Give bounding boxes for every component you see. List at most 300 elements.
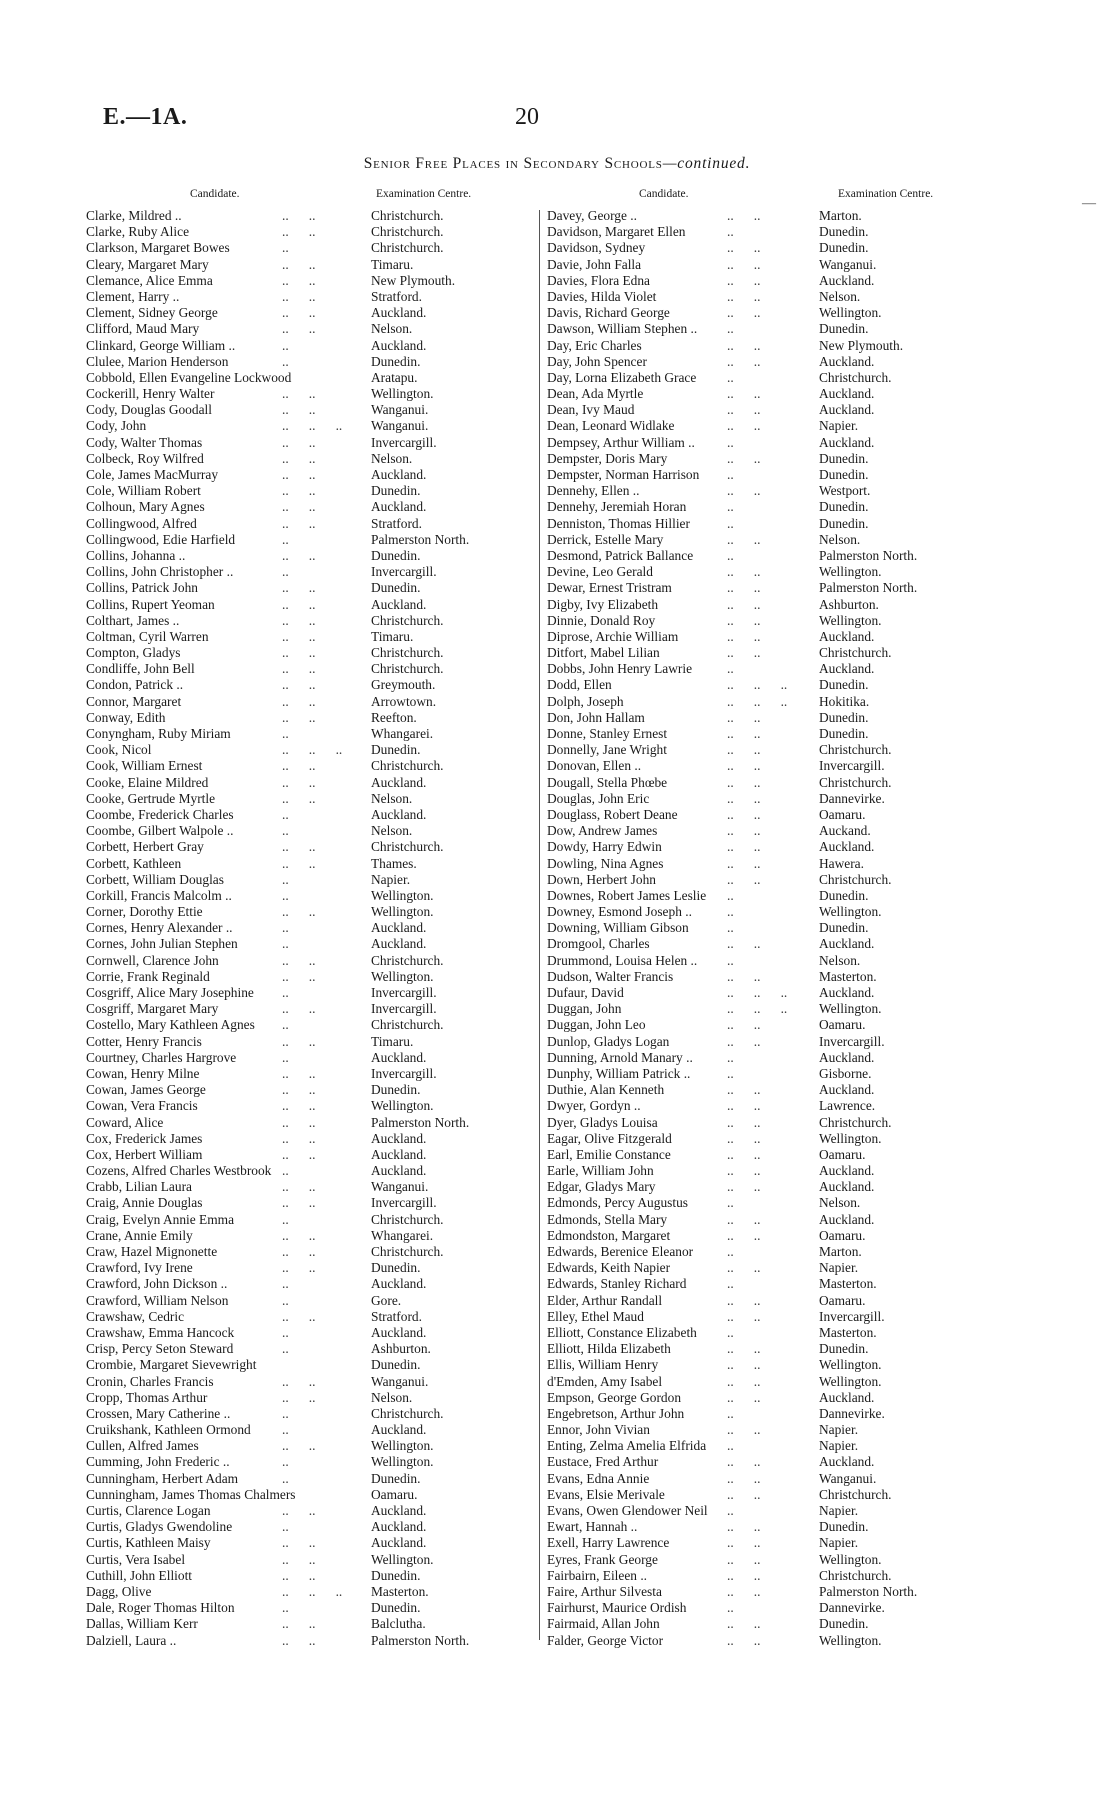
candidate-name: Colbeck, Roy Wilfred (86, 450, 204, 466)
leader-dots: .. (727, 467, 734, 482)
leader-dots: .. .. (727, 337, 761, 353)
examination-centre: Invercargill. (371, 1065, 437, 1081)
leader-dots: .. .. (282, 1146, 316, 1162)
column-divider (539, 210, 540, 1640)
candidate-name: Davies, Hilda Violet (547, 288, 657, 304)
examination-centre: Dunedin. (819, 499, 869, 515)
list-item (547, 354, 1047, 370)
examination-centre: Timaru. (371, 256, 414, 272)
candidate-name: Day, John Spencer (547, 353, 647, 369)
examination-centre: Auckland. (819, 1211, 875, 1227)
leader-dots: .. .. (282, 1632, 316, 1648)
list-item (547, 920, 1047, 936)
leader-dots: .. .. (727, 1486, 761, 1502)
list-item (86, 629, 586, 645)
candidate-name: Dallas, William Kerr (86, 1616, 198, 1632)
list-item (86, 240, 586, 256)
list-item (86, 483, 586, 499)
leader-dots: .. .. (282, 386, 316, 402)
list-item (547, 1519, 1047, 1535)
leader-dots: .. .. (282, 288, 316, 304)
left-candidate-list (86, 208, 586, 1649)
examination-centre: Palmerston North. (819, 1583, 918, 1599)
candidate-name: Dufaur, David (547, 985, 624, 1000)
candidate-name: Donnelly, Jane Wright (547, 742, 667, 758)
leader-dots: .. (282, 1292, 289, 1308)
leader-dots: .. (727, 515, 734, 531)
examination-centre: Dunedin. (819, 677, 869, 693)
candidate-name: Dempsey, Arthur William .. (547, 434, 695, 450)
examination-centre: Auckland. (819, 1082, 875, 1098)
leader-dots: .. .. (282, 1244, 316, 1259)
list-item (86, 305, 586, 321)
examination-centre: Dunedin. (371, 580, 421, 596)
leader-dots: .. .. (282, 224, 316, 240)
examination-centre: Auckland. (819, 1049, 875, 1065)
candidate-name: Edgar, Gladys Mary (547, 1179, 656, 1195)
examination-centre: Christchurch. (819, 742, 892, 758)
candidate-name: Colhoun, Mary Agnes (86, 499, 205, 515)
examination-centre: Christchurch. (371, 758, 444, 774)
list-item (547, 240, 1047, 256)
examination-centre: Masterton. (819, 1324, 877, 1340)
list-item (86, 1309, 586, 1325)
leader-dots: .. .. (727, 758, 761, 774)
examination-centre: Hawera. (819, 855, 864, 871)
examination-centre: Lawrence. (819, 1098, 876, 1114)
candidate-name: Coombe, Frederick Charles (86, 806, 234, 822)
leader-dots: .. .. (282, 1308, 316, 1324)
examination-centre: Oamaru. (819, 806, 866, 822)
leader-dots: .. .. (282, 1389, 316, 1405)
leader-dots: .. .. (727, 450, 761, 466)
candidate-name: Ditfort, Mabel Lilian (547, 645, 660, 661)
examination-centre: Timaru. (371, 628, 414, 644)
list-item (547, 742, 1047, 758)
leader-dots: .. .. (282, 952, 316, 968)
list-item (547, 386, 1047, 402)
leader-dots: .. .. (727, 1373, 761, 1389)
list-item (547, 1600, 1047, 1616)
leader-dots: .. (727, 1276, 734, 1292)
leader-dots: .. (727, 1503, 734, 1518)
candidate-name: Exell, Harry Lawrence (547, 1535, 670, 1551)
examination-centre: Dunedin. (371, 1082, 421, 1098)
list-item (86, 532, 586, 548)
examination-centre: Auckland. (819, 839, 875, 855)
examination-centre: Masterton. (819, 1276, 877, 1292)
examination-centre: Christchurch. (371, 240, 444, 256)
leader-dots: .. .. (282, 305, 316, 321)
leader-dots: .. (282, 531, 289, 547)
candidate-name: Downes, Robert James Leslie (547, 887, 707, 903)
leader-dots: .. .. (727, 596, 761, 612)
candidate-name: Corbett, Kathleen (86, 855, 182, 871)
examination-centre: Christchurch. (371, 645, 444, 661)
leader-dots: .. .. (727, 645, 761, 661)
leader-dots: .. .. (727, 628, 761, 644)
leader-dots: .. .. (282, 790, 316, 806)
margin-mark: — (1082, 196, 1096, 211)
candidate-name: Downing, William Gibson (547, 920, 689, 936)
leader-dots: .. (282, 1324, 289, 1340)
candidate-name: Cody, Walter Thomas (86, 434, 203, 450)
list-item (86, 597, 586, 613)
examination-centre: Nelson. (819, 531, 861, 547)
leader-dots: .. .. (727, 1422, 761, 1438)
examination-centre: Auckland. (371, 1503, 427, 1518)
list-item (86, 1163, 586, 1179)
candidate-name: Dromgool, Charles (547, 936, 650, 952)
list-item (547, 1001, 1047, 1017)
candidate-name: Dean, Ada Myrtle (547, 386, 644, 402)
leader-dots: .. (282, 1470, 289, 1486)
candidate-name: Don, John Hallam (547, 709, 645, 725)
list-item (86, 856, 586, 872)
leader-dots: .. .. (727, 742, 761, 758)
examination-centre: Oamaru. (819, 1292, 866, 1308)
candidate-name: Enting, Zelma Amelia Elfrida (547, 1438, 707, 1454)
examination-centre: Wellington. (819, 1373, 882, 1389)
leader-dots: .. (727, 224, 734, 240)
examination-centre: Dannevirke. (819, 1600, 885, 1616)
candidate-name: Crombie, Margaret Sievewright (86, 1357, 257, 1373)
list-item (547, 969, 1047, 985)
examination-centre: Greymouth. (371, 677, 436, 693)
examination-centre: Christchurch. (819, 1486, 892, 1502)
leader-dots: .. .. (282, 612, 316, 628)
list-item (86, 1503, 586, 1519)
candidate-name: Coombe, Gilbert Walpole .. (86, 823, 234, 839)
examination-centre: Stratford. (371, 1308, 422, 1324)
candidate-name: Collins, Rupert Yeoman (86, 596, 215, 612)
list-item (547, 451, 1047, 467)
candidate-name: Cleary, Margaret Mary (86, 256, 209, 272)
list-item (547, 1066, 1047, 1082)
list-item (86, 1082, 586, 1098)
leader-dots: .. .. (282, 677, 316, 693)
leader-dots: .. .. (282, 1195, 316, 1211)
candidate-name: Cody, Douglas Goodall (86, 402, 212, 418)
list-item (547, 1195, 1047, 1211)
examination-centre: Wellington. (819, 1357, 882, 1373)
leader-dots: .. .. (727, 402, 761, 418)
examination-centre: Marton. (819, 208, 862, 223)
leader-dots: .. .. (282, 1503, 316, 1518)
leader-dots: .. .. (282, 434, 316, 450)
list-item (86, 1212, 586, 1228)
candidate-name: Cole, James MacMurray (86, 467, 219, 482)
leader-dots: .. .. (727, 256, 761, 272)
list-item (86, 613, 586, 629)
leader-dots: .. (282, 806, 289, 822)
candidate-name: Cowan, Vera Francis (86, 1098, 198, 1114)
candidate-name: Collins, John Christopher .. (86, 564, 234, 580)
leader-dots: .. .. (727, 1098, 761, 1114)
examination-centre: Wanganui. (371, 402, 429, 418)
leader-dots: .. (282, 1454, 289, 1470)
examination-centre: Wanganui. (819, 1470, 877, 1486)
leader-dots: .. (727, 1244, 734, 1259)
list-item (547, 1050, 1047, 1066)
examination-centre: Auckland. (371, 596, 427, 612)
list-item (547, 661, 1047, 677)
examination-centre: Auckland. (819, 434, 875, 450)
candidate-name: Courtney, Charles Hargrove (86, 1049, 237, 1065)
candidate-name: Davidson, Sydney (547, 240, 646, 256)
examination-centre: Invercargill. (371, 1001, 437, 1017)
candidate-name: Curtis, Clarence Logan (86, 1503, 211, 1518)
leader-dots: .. (282, 985, 289, 1000)
list-item (547, 1179, 1047, 1195)
leader-dots: .. .. (727, 1551, 761, 1567)
leader-dots: .. .. (282, 1082, 316, 1098)
list-item (86, 1341, 586, 1357)
list-item (547, 1034, 1047, 1050)
leader-dots: .. .. (727, 790, 761, 806)
list-item (86, 823, 586, 839)
examination-centre: Dunedin. (819, 887, 869, 903)
candidate-name: Fairbairn, Eileen .. (547, 1567, 648, 1583)
candidate-name: Cosgriff, Alice Mary Josephine (86, 985, 254, 1000)
list-item (86, 548, 586, 564)
leader-dots: .. .. (727, 1341, 761, 1357)
list-item (86, 1017, 586, 1033)
list-item (86, 1293, 586, 1309)
candidate-name: Costello, Mary Kathleen Agnes (86, 1017, 255, 1033)
leader-dots: .. (727, 434, 734, 450)
list-item (86, 435, 586, 451)
candidate-name: Craig, Evelyn Annie Emma (86, 1211, 235, 1227)
list-item (86, 1357, 586, 1373)
list-item (86, 1454, 586, 1470)
list-item (86, 726, 586, 742)
candidate-name: d'Emden, Amy Isabel (547, 1373, 663, 1389)
examination-centre: Wellington. (819, 305, 882, 321)
leader-dots: .. .. (282, 580, 316, 596)
candidate-name: Cumming, John Frederic .. (86, 1454, 230, 1470)
list-item (86, 1422, 586, 1438)
candidate-name: Craig, Annie Douglas (86, 1195, 203, 1211)
examination-centre: Thames. (371, 855, 417, 871)
list-item (547, 726, 1047, 742)
leader-dots: .. .. (282, 1179, 316, 1195)
leader-dots: .. (282, 936, 289, 952)
leader-dots: .. .. (727, 1114, 761, 1130)
examination-centre: Auckland. (371, 1519, 427, 1535)
candidate-name: Davie, John Falla (547, 256, 642, 272)
list-item (86, 289, 586, 305)
leader-dots: .. .. (727, 709, 761, 725)
candidate-name: Edwards, Stanley Richard (547, 1276, 687, 1292)
examination-centre: Dunedin. (819, 1341, 869, 1357)
candidate-name: Duthie, Alan Kenneth (547, 1082, 665, 1098)
candidate-name: Cobbold, Ellen Evangeline Lockwood (86, 369, 292, 385)
list-item (547, 597, 1047, 613)
candidate-name: Crawshaw, Emma Hancock (86, 1324, 235, 1340)
candidate-name: Crisp, Percy Seton Steward (86, 1341, 234, 1357)
candidate-name: Dowling, Nina Agnes (547, 855, 664, 871)
examination-centre: Auckand. (819, 823, 871, 839)
list-item (86, 580, 586, 596)
list-item (86, 1535, 586, 1551)
examination-centre: Masterton. (371, 1583, 429, 1599)
examination-centre: Auckland. (819, 1389, 875, 1405)
examination-centre: Oamaru. (371, 1486, 418, 1502)
candidate-name: Crawford, Ivy Irene (86, 1260, 193, 1276)
list-item (86, 1050, 586, 1066)
list-item (86, 1406, 586, 1422)
list-item (86, 1276, 586, 1292)
examination-centre: Auckland. (371, 774, 427, 790)
left-candidate-header: Candidate. (190, 188, 240, 200)
examination-centre: Napier. (819, 1503, 859, 1518)
candidate-name: Dodd, Ellen (547, 677, 612, 693)
list-item (86, 564, 586, 580)
leader-dots: .. .. (282, 1001, 316, 1017)
candidate-name: Collins, Patrick John (86, 580, 198, 596)
leader-dots: .. .. (727, 823, 761, 839)
leader-dots: .. .. (727, 1082, 761, 1098)
candidate-name: Evans, Elsie Merivale (547, 1486, 665, 1502)
examination-centre: Wanganui. (371, 1373, 429, 1389)
examination-centre: Whangarei. (371, 726, 434, 741)
examination-centre: Dunedin. (819, 450, 869, 466)
leader-dots: .. (727, 369, 734, 385)
examination-centre: Oamaru. (819, 1227, 866, 1243)
list-item (86, 645, 586, 661)
leader-dots: .. .. (727, 386, 761, 402)
examination-centre: Dunedin. (819, 240, 869, 256)
list-item (86, 969, 586, 985)
leader-dots: .. .. (282, 839, 316, 855)
list-item (547, 710, 1047, 726)
leader-dots: .. .. (727, 288, 761, 304)
examination-centre: Auckland. (819, 353, 875, 369)
candidate-name: Cowan, James George (86, 1082, 206, 1098)
leader-dots: .. .. (282, 208, 316, 223)
examination-centre: Auckland. (819, 628, 875, 644)
candidate-name: Cockerill, Henry Walter (86, 386, 215, 402)
examination-centre: Auckland. (371, 305, 427, 321)
candidate-name: Cozens, Alfred Charles Westbrook (86, 1163, 272, 1179)
candidate-name: Dougall, Stella Phœbe (547, 774, 668, 790)
candidate-name: Cowan, Henry Milne (86, 1065, 200, 1081)
examination-centre: Auckland. (819, 272, 875, 288)
candidate-name: Dawson, William Stephen .. (547, 321, 698, 337)
candidate-name: Eagar, Olive Fitzgerald (547, 1130, 672, 1146)
list-item (547, 1422, 1047, 1438)
list-item (547, 1552, 1047, 1568)
leader-dots: .. .. (282, 515, 316, 531)
leader-dots: .. .. .. (282, 1583, 343, 1599)
candidate-name: Cosgriff, Margaret Mary (86, 1001, 219, 1017)
candidate-name: Day, Lorna Elizabeth Grace (547, 369, 697, 385)
examination-centre: Invercargill. (371, 434, 437, 450)
candidate-name: Cornes, John Julian Stephen (86, 936, 238, 952)
candidate-name: Desmond, Patrick Ballance (547, 547, 694, 563)
leader-dots: .. .. (282, 256, 316, 272)
examination-centre: Christchurch. (371, 952, 444, 968)
candidate-name: Evans, Edna Annie (547, 1470, 650, 1486)
examination-centre: Christchurch. (371, 1244, 444, 1259)
leader-dots: .. .. (282, 645, 316, 661)
candidate-name: Elliott, Hilda Elizabeth (547, 1341, 671, 1357)
list-item (86, 1131, 586, 1147)
leader-dots: .. .. (727, 1211, 761, 1227)
examination-centre: Dunedin. (371, 1600, 421, 1616)
right-candidate-list (547, 208, 1047, 1649)
leader-dots: .. (282, 887, 289, 903)
examination-centre: Auckland. (819, 1454, 875, 1470)
examination-centre: Christchurch. (371, 839, 444, 855)
examination-centre: Timaru. (371, 1033, 414, 1049)
list-item (86, 775, 586, 791)
candidate-name: Ewart, Hannah .. (547, 1519, 638, 1535)
examination-centre: Nelson. (819, 1195, 861, 1211)
list-item (547, 807, 1047, 823)
leader-dots: .. .. (727, 1470, 761, 1486)
candidate-name: Collins, Johanna .. (86, 547, 186, 563)
examination-centre: Auckland. (371, 1130, 427, 1146)
examination-centre: Dunedin. (819, 726, 869, 741)
list-item (86, 418, 586, 434)
list-item (86, 1260, 586, 1276)
examination-centre: Wanganui. (819, 256, 877, 272)
leader-dots: .. (727, 661, 734, 677)
leader-dots: .. .. (727, 483, 761, 499)
list-item (547, 548, 1047, 564)
examination-centre: Auckland. (371, 1146, 427, 1162)
candidate-name: Davidson, Margaret Ellen (547, 224, 686, 240)
list-item (86, 872, 586, 888)
examination-centre: Invercargill. (819, 1033, 885, 1049)
list-item (86, 1487, 586, 1503)
candidate-name: Eyres, Frank George (547, 1551, 658, 1567)
list-item (547, 418, 1047, 434)
list-item (547, 775, 1047, 791)
examination-centre: Auckland. (371, 1422, 427, 1438)
leader-dots: .. .. (282, 661, 316, 677)
candidate-name: Day, Eric Charles (547, 337, 642, 353)
candidate-name: Coward, Alice (86, 1114, 164, 1130)
examination-centre: Christchurch. (371, 661, 444, 677)
candidate-name: Fairmaid, Allan John (547, 1616, 660, 1632)
list-item (86, 321, 586, 337)
list-item (86, 1034, 586, 1050)
list-item (547, 580, 1047, 596)
examination-centre: Auckland. (819, 936, 875, 952)
candidate-name: Dinnie, Donald Roy (547, 612, 656, 628)
leader-dots: .. .. (282, 499, 316, 515)
list-item (547, 1374, 1047, 1390)
examination-centre: Auckland. (371, 337, 427, 353)
leader-dots: .. .. (727, 968, 761, 984)
examination-centre: Auckland. (371, 920, 427, 936)
candidate-name: Elder, Arthur Randall (547, 1292, 663, 1308)
leader-dots: .. (727, 1049, 734, 1065)
leader-dots: .. (282, 1049, 289, 1065)
leader-dots: .. (282, 564, 289, 580)
examination-centre: Ashburton. (819, 596, 879, 612)
leader-dots: .. .. .. (727, 1001, 788, 1017)
heading-continued: —continued. (662, 155, 751, 172)
list-item (547, 1357, 1047, 1373)
candidate-name: Cox, Frederick James (86, 1130, 203, 1146)
candidate-name: Cole, William Robert (86, 483, 201, 499)
candidate-name: Davis, Richard George (547, 305, 670, 321)
candidate-name: Dobbs, John Henry Lawrie (547, 661, 693, 677)
